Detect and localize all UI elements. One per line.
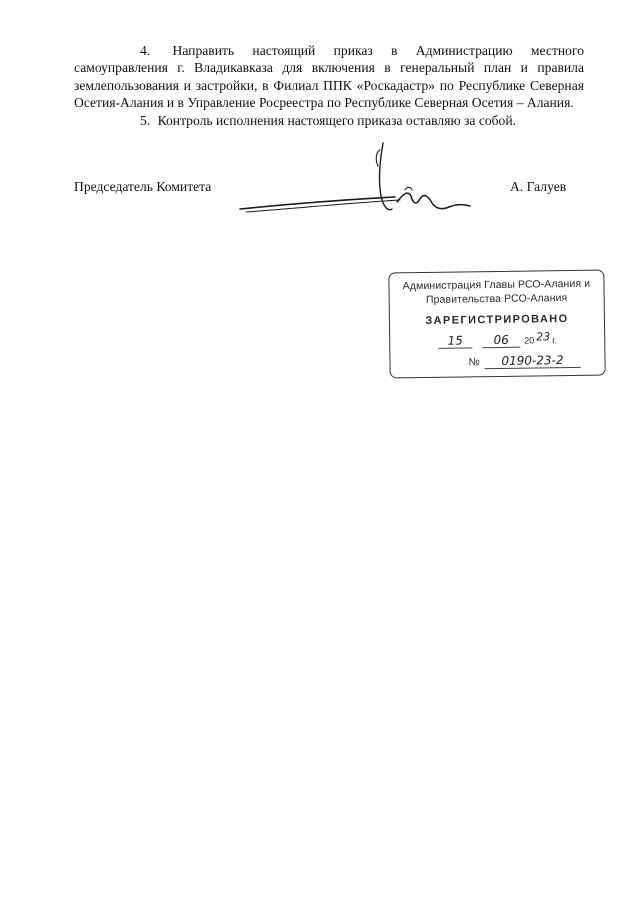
stamp-registered-label: ЗАРЕГИСТРИРОВАНО bbox=[425, 313, 569, 328]
signer-name: А. Галуев bbox=[510, 179, 567, 194]
stamp-registration-number bbox=[390, 353, 604, 374]
stamp-date bbox=[390, 332, 604, 353]
stamp-year-suffix: 23 bbox=[536, 330, 551, 344]
stamp-number-value: 0190-23-2 bbox=[484, 353, 580, 369]
stamp-month: 06 bbox=[482, 333, 520, 349]
stamp-year-unit: г. bbox=[552, 335, 557, 346]
stamp-organization-line-1: Администрация Главы РСО-Алания и bbox=[402, 277, 591, 293]
handwritten-signature-icon bbox=[0, 0, 640, 260]
paragraph-5-text: Контроль исполнения настоящего приказа оставляю за собой. bbox=[157, 112, 517, 128]
registration-stamp bbox=[388, 269, 605, 378]
paragraph-4-text: Направить настоящий приказ в Администрацию местного самоуправления г. Владикавказа для включения в генеральный план и правила землепользования и застройки, в Филиал ППК «Роскадастр» по Республике Северная Осетия-Алания и в Управление Росреестра по Республике Северная Осетия – Алания. bbox=[74, 43, 584, 111]
stamp-number-label: № bbox=[468, 356, 480, 369]
stamp-day: 15 bbox=[438, 333, 472, 348]
paragraph-5-number: 5. bbox=[140, 112, 151, 128]
signer-title: Председатель Комитета bbox=[74, 179, 212, 194]
stamp-organization-line-2: Правительства РСО-Алания bbox=[425, 292, 568, 306]
stamp-year-prefix: 20 bbox=[524, 335, 535, 346]
paragraph-4-number: 4. bbox=[140, 43, 151, 58]
